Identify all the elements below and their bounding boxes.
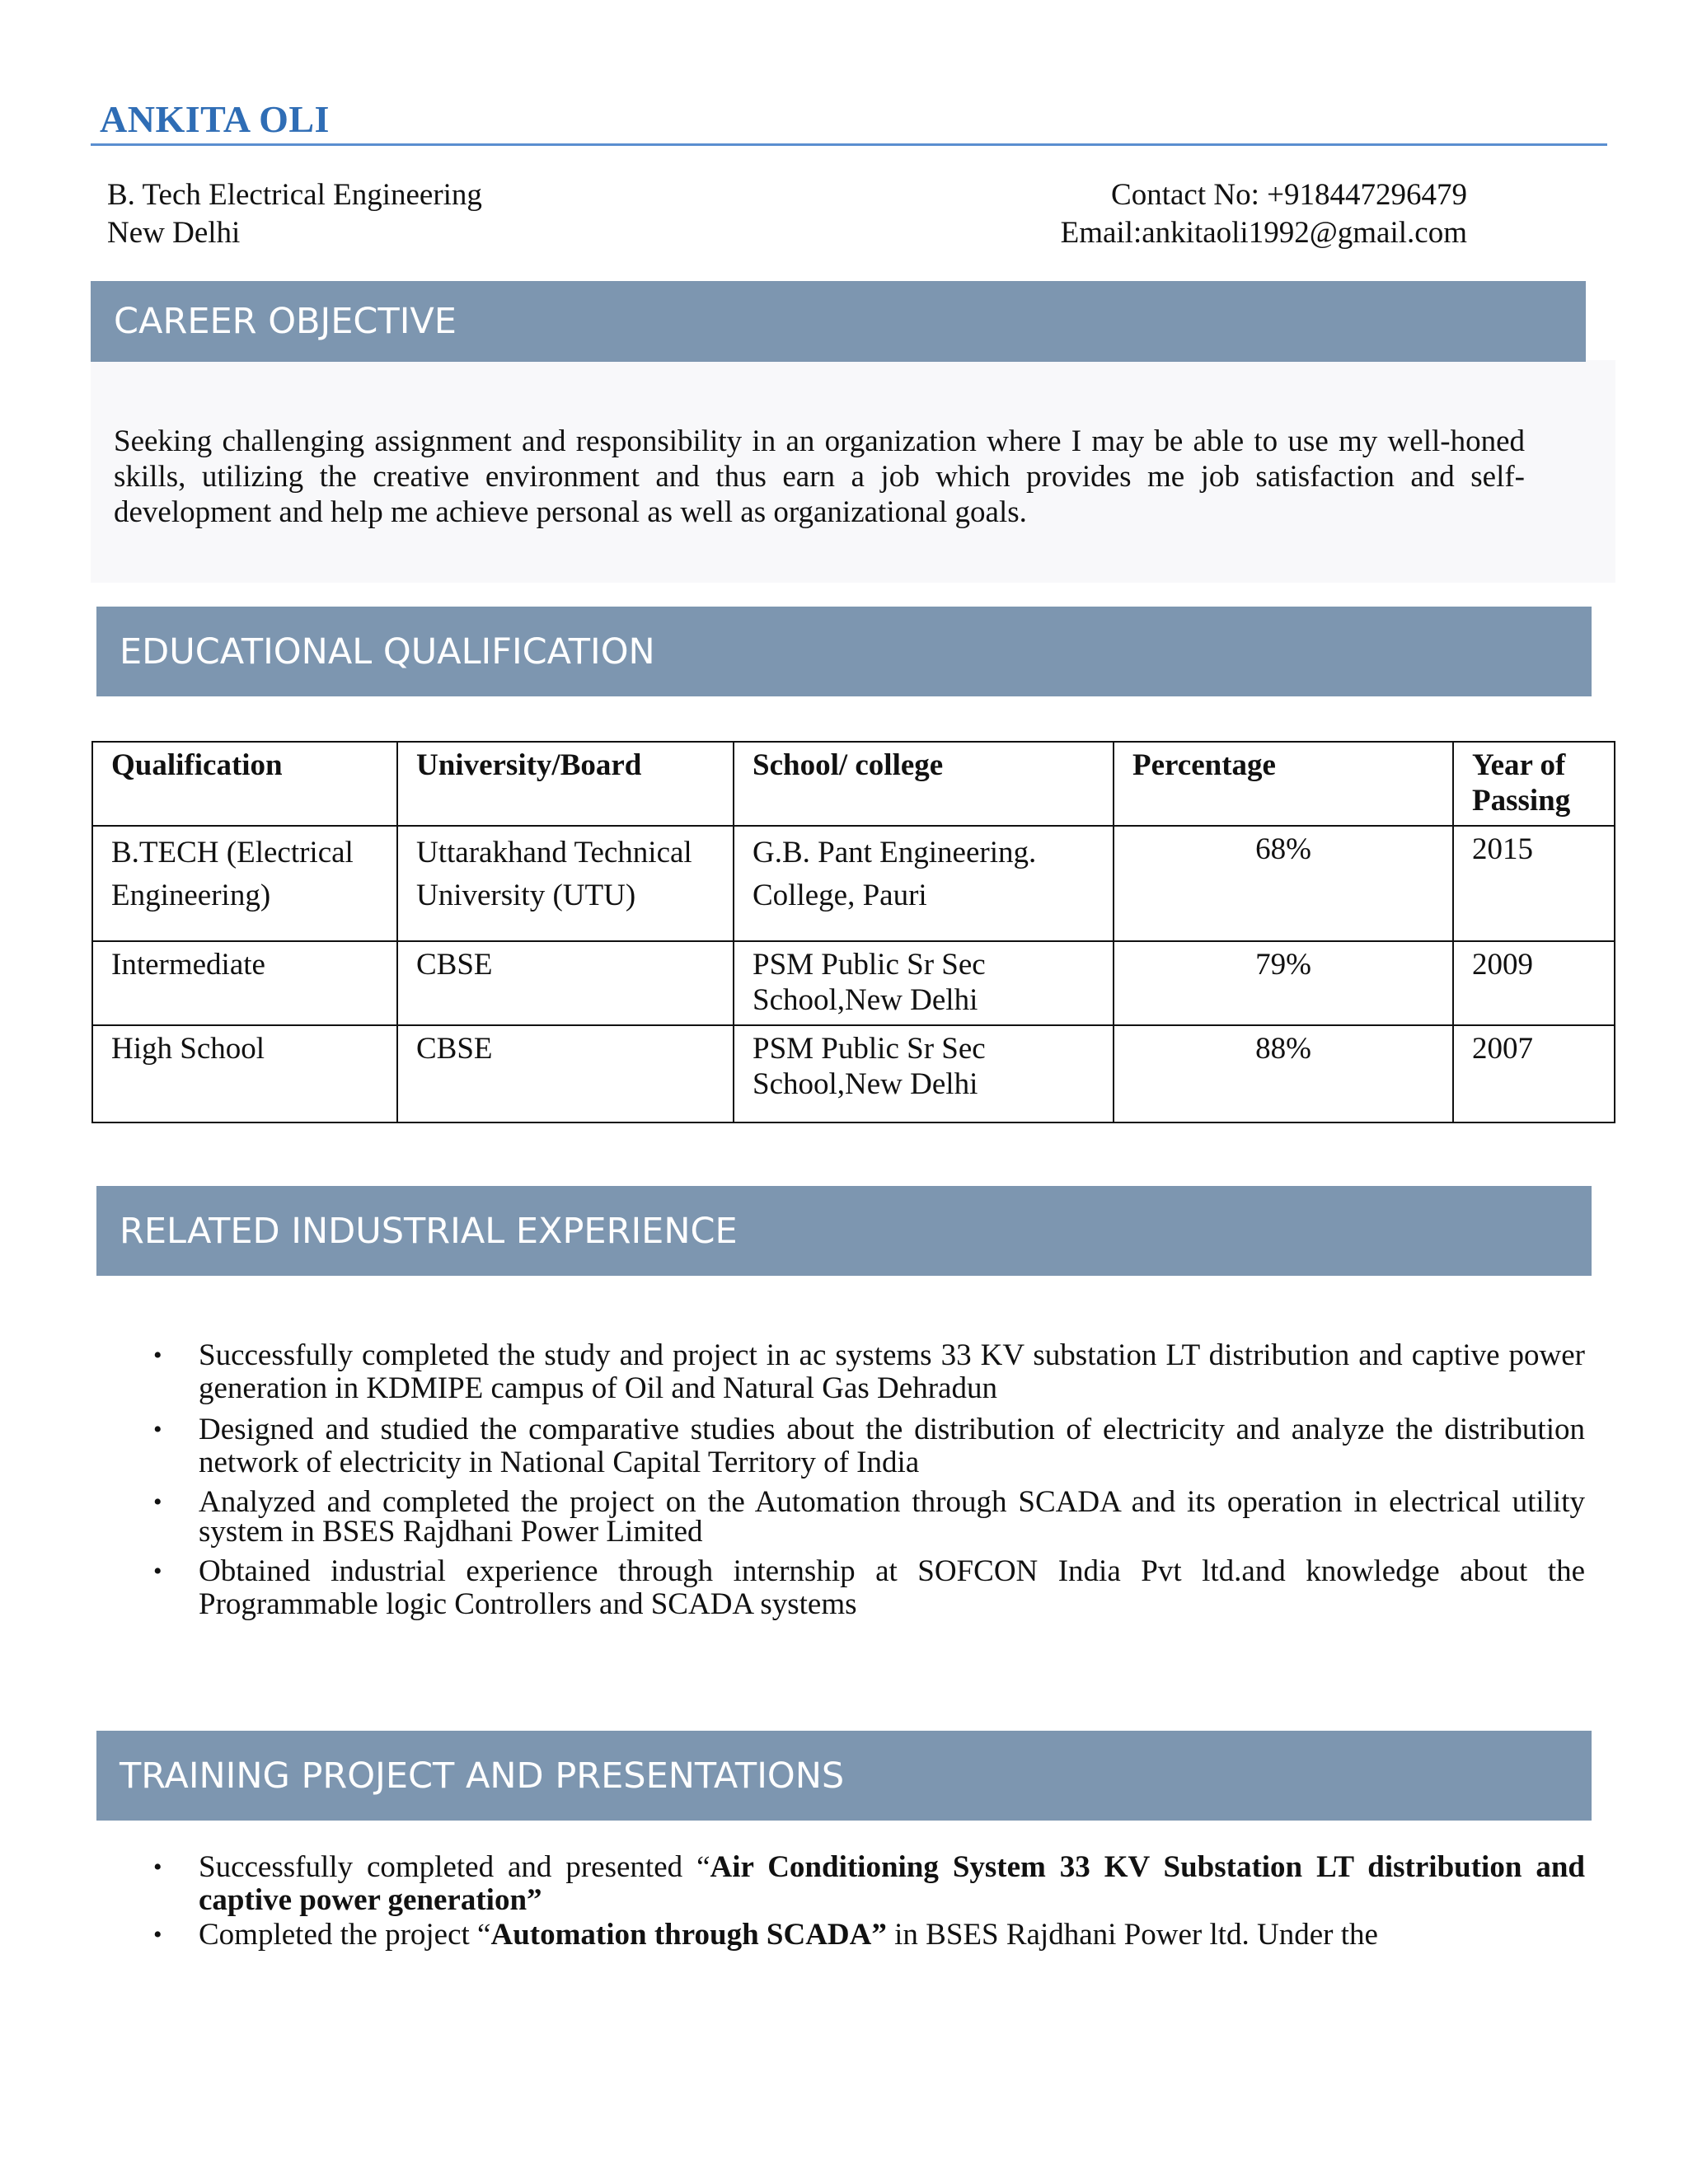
email-line: Email:ankitaoli1992@gmail.com — [1060, 216, 1467, 250]
city-line: New Delhi — [107, 216, 241, 250]
table-cell: B.TECH (Electrical Engineering) — [92, 826, 397, 941]
table-header-cell: School/ college — [734, 742, 1114, 826]
table-cell: PSM Public Sr Sec School,New Delhi — [734, 941, 1114, 1025]
training-item-text: in BSES Rajdhani Power ltd. Under the — [886, 1918, 1378, 1952]
table-header-cell: Percentage — [1114, 742, 1453, 826]
training-item-bold: Air Conditioning System 33 KV Substation LT distribution and captive power generation” — [199, 1850, 1586, 1917]
section-heading-career-objective: CAREER OBJECTIVE — [91, 281, 1586, 362]
table-cell: 2015 — [1453, 826, 1615, 941]
experience-item-text: Successfully completed the study and project in ac systems 33 KV substation LT distribution and captive power generation in KDMIPE campus of Oil and Natural Gas Dehradun — [199, 1338, 1585, 1405]
table-header-cell: University/Board — [397, 742, 734, 826]
bullet-icon: • — [153, 1921, 162, 1948]
table-header-row — [92, 742, 1615, 826]
table-cell: 88% — [1114, 1025, 1453, 1122]
table-row — [92, 826, 1615, 941]
experience-item-text: Analyzed and completed the project on the Automation through SCADA and its operation in electrical utility system in BSES Rajdhani Power Limited — [199, 1485, 1585, 1549]
bullet-icon: • — [153, 1488, 162, 1516]
table-cell: Intermediate — [92, 941, 397, 1025]
bullet-icon: • — [153, 1416, 162, 1443]
experience-item-text: Designed and studied the comparative studies about the distribution of electricity and analyze the distribution network of electricity in National Capital Territory of India — [199, 1413, 1585, 1479]
candidate-name: ANKITA OLI — [100, 98, 330, 140]
list-item — [153, 1918, 1585, 1952]
experience-item-text: Obtained industrial experience through internship at SOFCON India Pvt ltd.and knowledge about the Programmable logic Controllers and SCADA systems — [199, 1554, 1585, 1621]
table-cell: 68% — [1114, 826, 1453, 941]
list-item — [153, 1485, 1585, 1549]
table-cell: CBSE — [397, 1025, 734, 1122]
table-row — [92, 941, 1615, 1025]
list-item — [153, 1413, 1585, 1479]
table-header-cell: Year of Passing — [1453, 742, 1615, 826]
table-cell: High School — [92, 1025, 397, 1122]
table-row — [92, 1025, 1615, 1122]
training-item-bold: Automation through SCADA” — [490, 1918, 887, 1952]
table-cell: 2007 — [1453, 1025, 1615, 1122]
table-cell: G.B. Pant Engineering. College, Pauri — [734, 826, 1114, 941]
contact-line: Contact No: +918447296479 — [1111, 178, 1467, 212]
list-item — [153, 1554, 1585, 1621]
table-cell: PSM Public Sr Sec School,New Delhi — [734, 1025, 1114, 1122]
bullet-icon: • — [153, 1342, 162, 1369]
section-heading-education: EDUCATIONAL QUALIFICATION — [96, 607, 1592, 696]
career-objective-text: Seeking challenging assignment and responsibility in an organization where I may be able to use my well-honed skills, utilizing the creative environment and thus earn a job which provides me job satisfaction and self-development and help me achieve personal as well as organizational goals. — [114, 424, 1525, 529]
training-item-text: Completed the project “ — [199, 1918, 491, 1952]
header-right — [1039, 176, 1467, 252]
section-heading-training: TRAINING PROJECT AND PRESENTATIONS — [96, 1731, 1592, 1821]
name-underline — [91, 143, 1607, 146]
training-list — [153, 1850, 1586, 1952]
bullet-icon: • — [153, 1854, 162, 1881]
experience-list — [153, 1338, 1585, 1621]
list-item — [153, 1850, 1586, 1917]
section-heading-experience: RELATED INDUSTRIAL EXPERIENCE — [96, 1186, 1592, 1276]
table-cell: 2009 — [1453, 941, 1615, 1025]
list-item — [153, 1338, 1585, 1405]
table-cell: 79% — [1114, 941, 1453, 1025]
degree-line: B. Tech Electrical Engineering — [107, 178, 482, 212]
header-left — [107, 176, 482, 252]
table-cell: CBSE — [397, 941, 734, 1025]
table-cell: Uttarakhand Technical University (UTU) — [397, 826, 734, 941]
education-table — [91, 741, 1615, 1123]
training-item-text: Successfully completed and presented “ — [199, 1850, 710, 1884]
table-header-cell: Qualification — [92, 742, 397, 826]
bullet-icon: • — [153, 1558, 162, 1585]
